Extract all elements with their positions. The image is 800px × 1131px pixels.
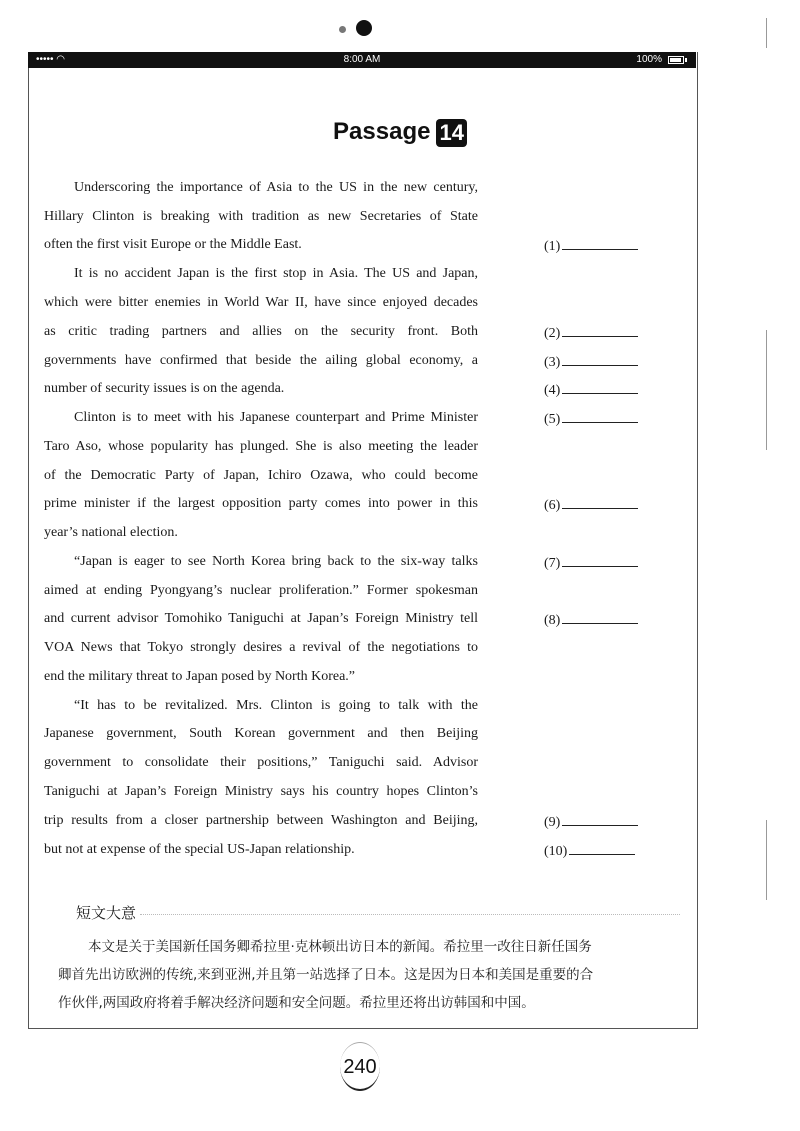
text-line: Taro Aso, whose popularity has plunged. She is also meeting the leader (44, 439, 478, 454)
status-time: 8:00 AM (343, 54, 381, 65)
answer-blank[interactable]: (5) (544, 408, 638, 430)
text-line: of the Democratic Party of Japan, Ichiro Ozawa, who could become (44, 468, 478, 483)
text-line: Taniguchi at Japan’s Foreign Ministry says his country hopes Clinton’s (44, 784, 478, 799)
answer-blank[interactable]: (7) (544, 552, 638, 574)
text-line: VOA News that Tokyo strongly desires a revival of the negotiations to (44, 640, 478, 655)
page-edge-mark (766, 18, 767, 48)
battery-percent: 100% (636, 54, 662, 65)
summary-line: 本文是关于美国新任国务卿希拉里·克林顿出访日本的新闻。希拉里一改往日新任国务 (88, 939, 592, 955)
text-line: Clinton is to meet with his Japanese counterpart and Prime Minister (74, 410, 478, 425)
passage-number-badge: 14 (436, 119, 466, 147)
page-number: 240 (338, 1048, 382, 1086)
text-line: and current advisor Tomohiko Taniguchi at Japan’s Foreign Ministry tell (44, 611, 478, 626)
battery-tip-icon (685, 58, 687, 62)
page-edge-mark (766, 820, 767, 900)
text-line: government to consolidate their positions,” Taniguchi said. Advisor (44, 755, 478, 770)
divider (140, 914, 680, 915)
text-line: end the military threat to Japan posed by North Korea.” (44, 669, 356, 684)
text-line: “It has to be revitalized. Mrs. Clinton is going to talk with the (74, 698, 478, 713)
answer-blank[interactable]: (8) (544, 609, 638, 631)
text-line: Japanese government, South Korean government and then Beijing (44, 726, 478, 741)
text-line: often the first visit Europe or the Middle East. (44, 237, 302, 252)
answer-blank[interactable]: (3) (544, 351, 638, 373)
page-edge-mark (766, 330, 767, 450)
page-title (0, 118, 800, 147)
text-line: number of security issues is on the agenda. (44, 381, 285, 396)
answer-blank[interactable]: (9) (544, 811, 638, 833)
battery-icon (668, 56, 684, 64)
summary-line: 作伙伴,两国政府将着手解决经济问题和安全问题。希拉里还将出访韩国和中国。 (58, 995, 535, 1011)
text-line: governments have confirmed that beside the ailing global economy, a (44, 353, 478, 368)
text-line: aimed at ending Pyongyang’s nuclear proliferation.” Former spokesman (44, 583, 478, 598)
passage-label: Passage (333, 118, 431, 145)
camera-sensor-icon (339, 26, 346, 33)
text-line: trip results from a closer partnership between Washington and Beijing, (44, 813, 478, 828)
text-line: It is no accident Japan is the first stop in Asia. The US and Japan, (74, 266, 478, 281)
text-line: Hillary Clinton is breaking with tradition as new Secretaries of State (44, 209, 478, 224)
signal-icon: ••••• ◠ (36, 54, 66, 65)
text-line: which were bitter enemies in World War II, have since enjoyed decades (44, 295, 478, 310)
text-line: “Japan is eager to see North Korea bring back to the six-way talks (74, 554, 478, 569)
camera-lens-icon (356, 20, 372, 36)
front-camera (333, 20, 393, 42)
summary-heading: 短文大意 (76, 904, 137, 922)
text-line: but not at expense of the special US-Japan relationship. (44, 842, 355, 857)
status-bar (28, 52, 696, 68)
text-line: as critic trading partners and allies on the security front. Both (44, 324, 478, 339)
text-line: Underscoring the importance of Asia to the US in the new century, (74, 180, 478, 195)
answer-blank[interactable]: (10) (544, 840, 635, 862)
text-line: year’s national election. (44, 525, 178, 540)
summary-line: 卿首先出访欧洲的传统,来到亚洲,并且第一站选择了日本。这是因为日本和美国是重要的合 (58, 967, 594, 983)
text-line: prime minister if the largest opposition party comes into power in this (44, 496, 478, 511)
answer-blank[interactable]: (6) (544, 494, 638, 516)
answer-blank[interactable]: (4) (544, 379, 638, 401)
answer-blank[interactable]: (2) (544, 322, 638, 344)
answer-blank[interactable]: (1) (544, 235, 638, 257)
